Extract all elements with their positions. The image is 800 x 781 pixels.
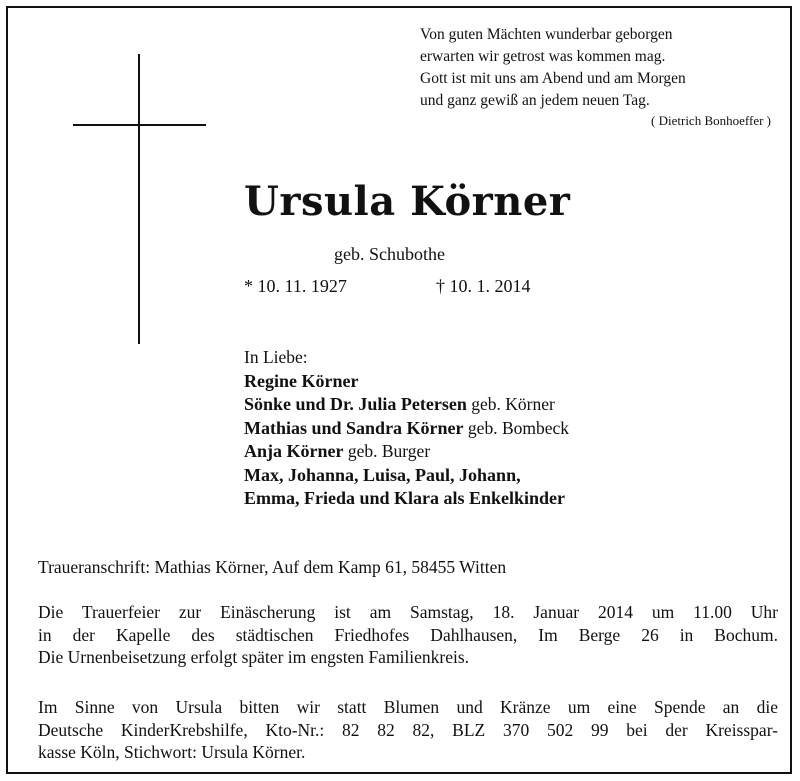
obituary-notice <box>6 6 792 774</box>
quote-author: ( Dietrich Bonhoeffer ) <box>651 113 771 128</box>
mourner-note: geb. Burger <box>343 441 431 461</box>
quote-line: und ganz gewiß an jedem neuen Tag. <box>420 92 650 109</box>
mourner-name: Mathias und Sandra Körner <box>244 417 464 438</box>
life-dates <box>244 276 531 297</box>
donation-request <box>38 696 778 764</box>
mourner-note: geb. Körner <box>466 394 555 414</box>
birth-date: * 10. 11. 1927 <box>244 276 347 296</box>
mourner-name: Emma, Frieda und Klara als Enkelkinder <box>244 488 566 508</box>
service-line: in der Kapelle des städtischen Friedhofes Dahlhausen, Im Berge 26 in Bochum. <box>38 624 778 645</box>
mourner-entry <box>244 417 569 441</box>
mourner-entry <box>244 487 569 511</box>
donation-line: Deutsche KinderKrebshilfe, Kto-Nr.: 82 82 82, BLZ 370 502 99 bei der Kreisspar- <box>38 719 778 740</box>
mourners-intro: In Liebe: <box>244 347 308 367</box>
mourners-list <box>244 346 569 511</box>
mourner-entry <box>244 464 569 488</box>
mourner-name: Regine Körner <box>244 370 359 391</box>
mourner-name: Sönke und Dr. Julia Petersen <box>244 394 467 414</box>
cross-icon <box>138 54 140 344</box>
mourner-entry <box>244 440 569 464</box>
quote-line: Von guten Mächten wunderbar geborgen <box>420 26 673 43</box>
death-date: † 10. 1. 2014 <box>436 276 531 296</box>
mourner-entry <box>244 393 569 417</box>
deceased-name: Ursula Körner <box>244 178 571 225</box>
cross-icon-bar <box>73 124 206 126</box>
service-line: Die Urnenbeisetzung erfolgt später im engsten Familienkreis. <box>38 647 470 667</box>
maiden-name: geb. Schubothe <box>334 244 445 264</box>
mourner-name: Anja Körner <box>244 441 344 461</box>
quote-line: erwarten wir getrost was kommen mag. <box>420 48 666 65</box>
service-line: Die Trauerfeier zur Einäscherung ist am Samstag, 18. Januar 2014 um 11.00 Uhr <box>38 602 778 622</box>
bonhoeffer-quote <box>420 24 775 129</box>
donation-line: kasse Köln, Stichwort: Ursula Körner. <box>38 742 306 762</box>
mourning-address <box>38 556 778 579</box>
address-line: Traueranschrift: Mathias Körner, Auf dem Kamp 61, 58455 Witten <box>38 557 507 577</box>
funeral-service-info <box>38 601 778 669</box>
quote-line: Gott ist mit uns am Abend und am Morgen <box>420 70 686 87</box>
mourner-note: geb. Bombeck <box>463 417 570 438</box>
donation-line: Im Sinne von Ursula bitten wir statt Blumen und Kränze um eine Spende an die <box>38 697 778 717</box>
mourner-name: Max, Johanna, Luisa, Paul, Johann, <box>244 464 521 485</box>
mourner-entry <box>244 370 569 394</box>
